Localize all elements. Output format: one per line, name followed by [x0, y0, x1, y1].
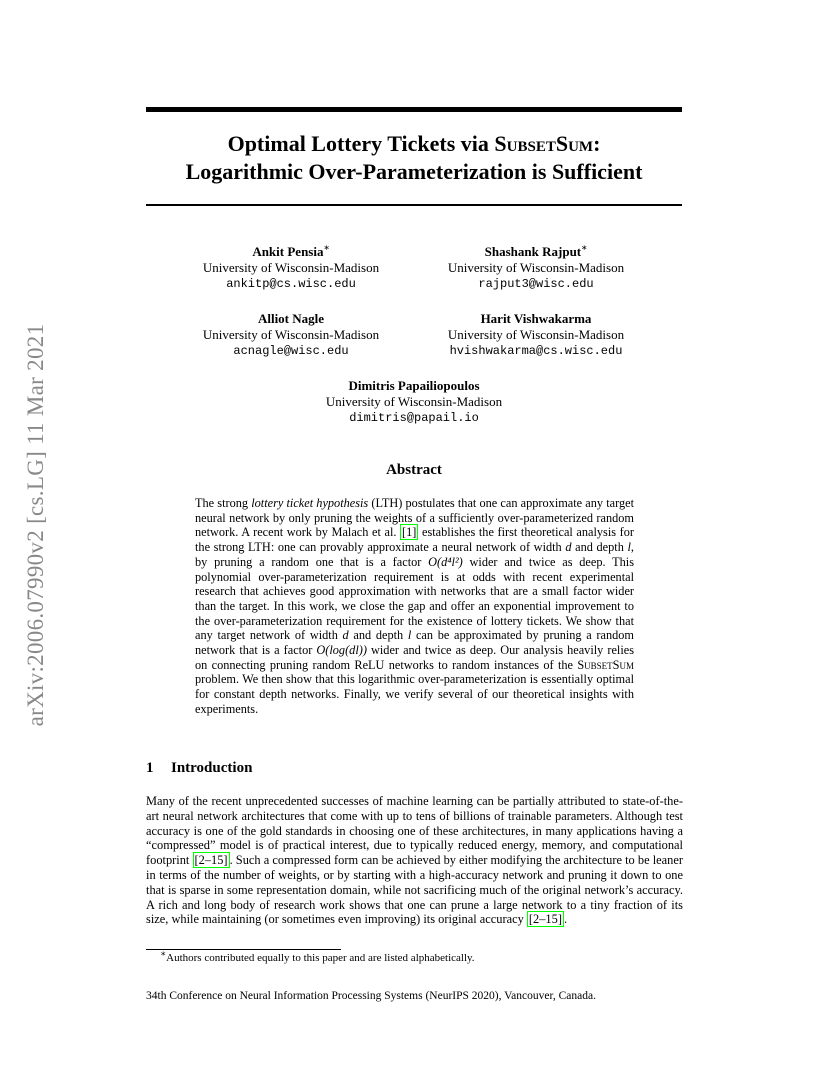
- author-block: [406, 244, 666, 292]
- footnote-mark: ∗: [160, 948, 167, 959]
- intro-paragraph: Many of the recent unprecedented successes of machine learning can be partially attributed to state-of-the-art neural network architectures that come with up to tens of billions of trainable parameters. Although test accuracy is one of the gold standards in choosing one of these architectures, in many applications having a “compressed” model is of practical interest, due to typically reduced energy, memory, and computational footprint [2–15] . Such a compressed form can be achieved by either modifying the architecture to be leaner in terms of the number of weights, or by starting with a high-accuracy network and pruning it down to one that is sparse in some representation domain, while not sacrificing much of the original network’s accuracy. A rich and long body of research work shows that one can prune a large network to a tiny fraction of its size, while maintaining (or sometimes even improving) its original accuracy [2–15] .: [146, 794, 683, 927]
- section-title: Introduction: [171, 760, 253, 776]
- citation-link[interactable]: [1]: [402, 525, 417, 540]
- footnote-rule: [146, 949, 341, 950]
- author-email[interactable]: dimitris@papail.io: [349, 411, 479, 425]
- conference-footer: 34th Conference on Neural Information Processing Systems (NeurIPS 2020), Vancouver, Canada.: [146, 990, 596, 1002]
- author-affiliation: University of Wisconsin-Madison: [447, 327, 625, 342]
- arxiv-sidebar-stamp: [16, 290, 56, 760]
- author-name: Dimitris Papailiopoulos: [348, 378, 480, 393]
- author-email[interactable]: hvishwakarma@cs.wisc.edu: [449, 344, 623, 358]
- author-affiliation: University of Wisconsin-Madison: [325, 394, 503, 409]
- lth-term: lottery ticket hypothesis: [251, 496, 369, 510]
- footnote-text: Authors contributed equally to this paper and are listed alphabetically.: [166, 952, 475, 964]
- author-affiliation: University of Wisconsin-Madison: [202, 327, 380, 342]
- abstract-heading: Abstract: [386, 462, 442, 478]
- author-name: Harit Vishwakarma: [480, 311, 592, 326]
- section-number: 1: [146, 760, 154, 776]
- author-affiliation: University of Wisconsin-Madison: [202, 260, 380, 275]
- citation-link[interactable]: [2–15]: [194, 853, 228, 868]
- author-name: Ankit Pensia: [252, 244, 324, 259]
- author-block: [161, 311, 421, 359]
- author-name: Alliot Nagle: [257, 311, 325, 326]
- title-subsetsum: SubsetSum: [494, 131, 594, 156]
- arxiv-id-text: arXiv:2006.07990v2 [cs.LG] 11 Mar 2021: [23, 323, 48, 727]
- footnote: [160, 948, 475, 965]
- title-bottom-rule: [146, 204, 682, 206]
- paper-title: [146, 130, 682, 186]
- title-top-rule: [146, 107, 682, 112]
- author-email[interactable]: acnagle@wisc.edu: [233, 344, 349, 358]
- author-block: [406, 311, 666, 359]
- math-expression: O(d⁴l²): [428, 554, 463, 569]
- title-line1-suffix: :: [593, 131, 601, 156]
- equal-contrib-mark: ∗: [323, 242, 330, 253]
- subsetsum-term: SubsetSum: [577, 657, 634, 672]
- author-name: Shashank Rajput: [484, 244, 582, 259]
- equal-contrib-mark: ∗: [581, 242, 588, 253]
- math-expression: O(log(dl)): [316, 643, 367, 658]
- section-heading: [146, 760, 252, 777]
- title-line1-prefix: Optimal Lottery Tickets via: [227, 131, 495, 156]
- abstract-body: The strong lottery ticket hypothesis (LTH) postulates that one can approximate any target neural network by only pruning the weights of a sufficiently over-parameterized random network. A recent work by Malach et al. [1] establishes the first theoretical analysis for the strong LTH: one can provably approximate a neural network of width d and depth l, by pruning a random one that is a factor O(d⁴l²) wider and twice as deep. This polynomial over-parameterization requirement is at odds with recent experimental research that achieves good approximation with networks that are a small factor wider than the target. In this work, we close the gap and offer an exponential improvement to the over-parameterization requirement for the existence of lottery tickets. We show that any target network of width d and depth l can be approximated by pruning a random network that is a factor O(log(dl)) wider and twice as deep. Our analysis heavily relies on connecting pruning random ReLU networks to random instances of the SubsetSum problem. We then show that this logarithmic over-parameterization is essentially optimal for constant depth networks. Finally, we verify several of our theoretical insights with experiments.: [195, 496, 635, 716]
- author-email[interactable]: rajput3@wisc.edu: [478, 277, 594, 291]
- author-block: [284, 378, 544, 426]
- author-email[interactable]: ankitp@cs.wisc.edu: [226, 277, 356, 291]
- citation-link[interactable]: [2–15]: [528, 912, 562, 927]
- author-affiliation: University of Wisconsin-Madison: [447, 260, 625, 275]
- author-block: [161, 244, 421, 292]
- title-line2: Logarithmic Over-Parameterization is Sufficient: [185, 159, 643, 184]
